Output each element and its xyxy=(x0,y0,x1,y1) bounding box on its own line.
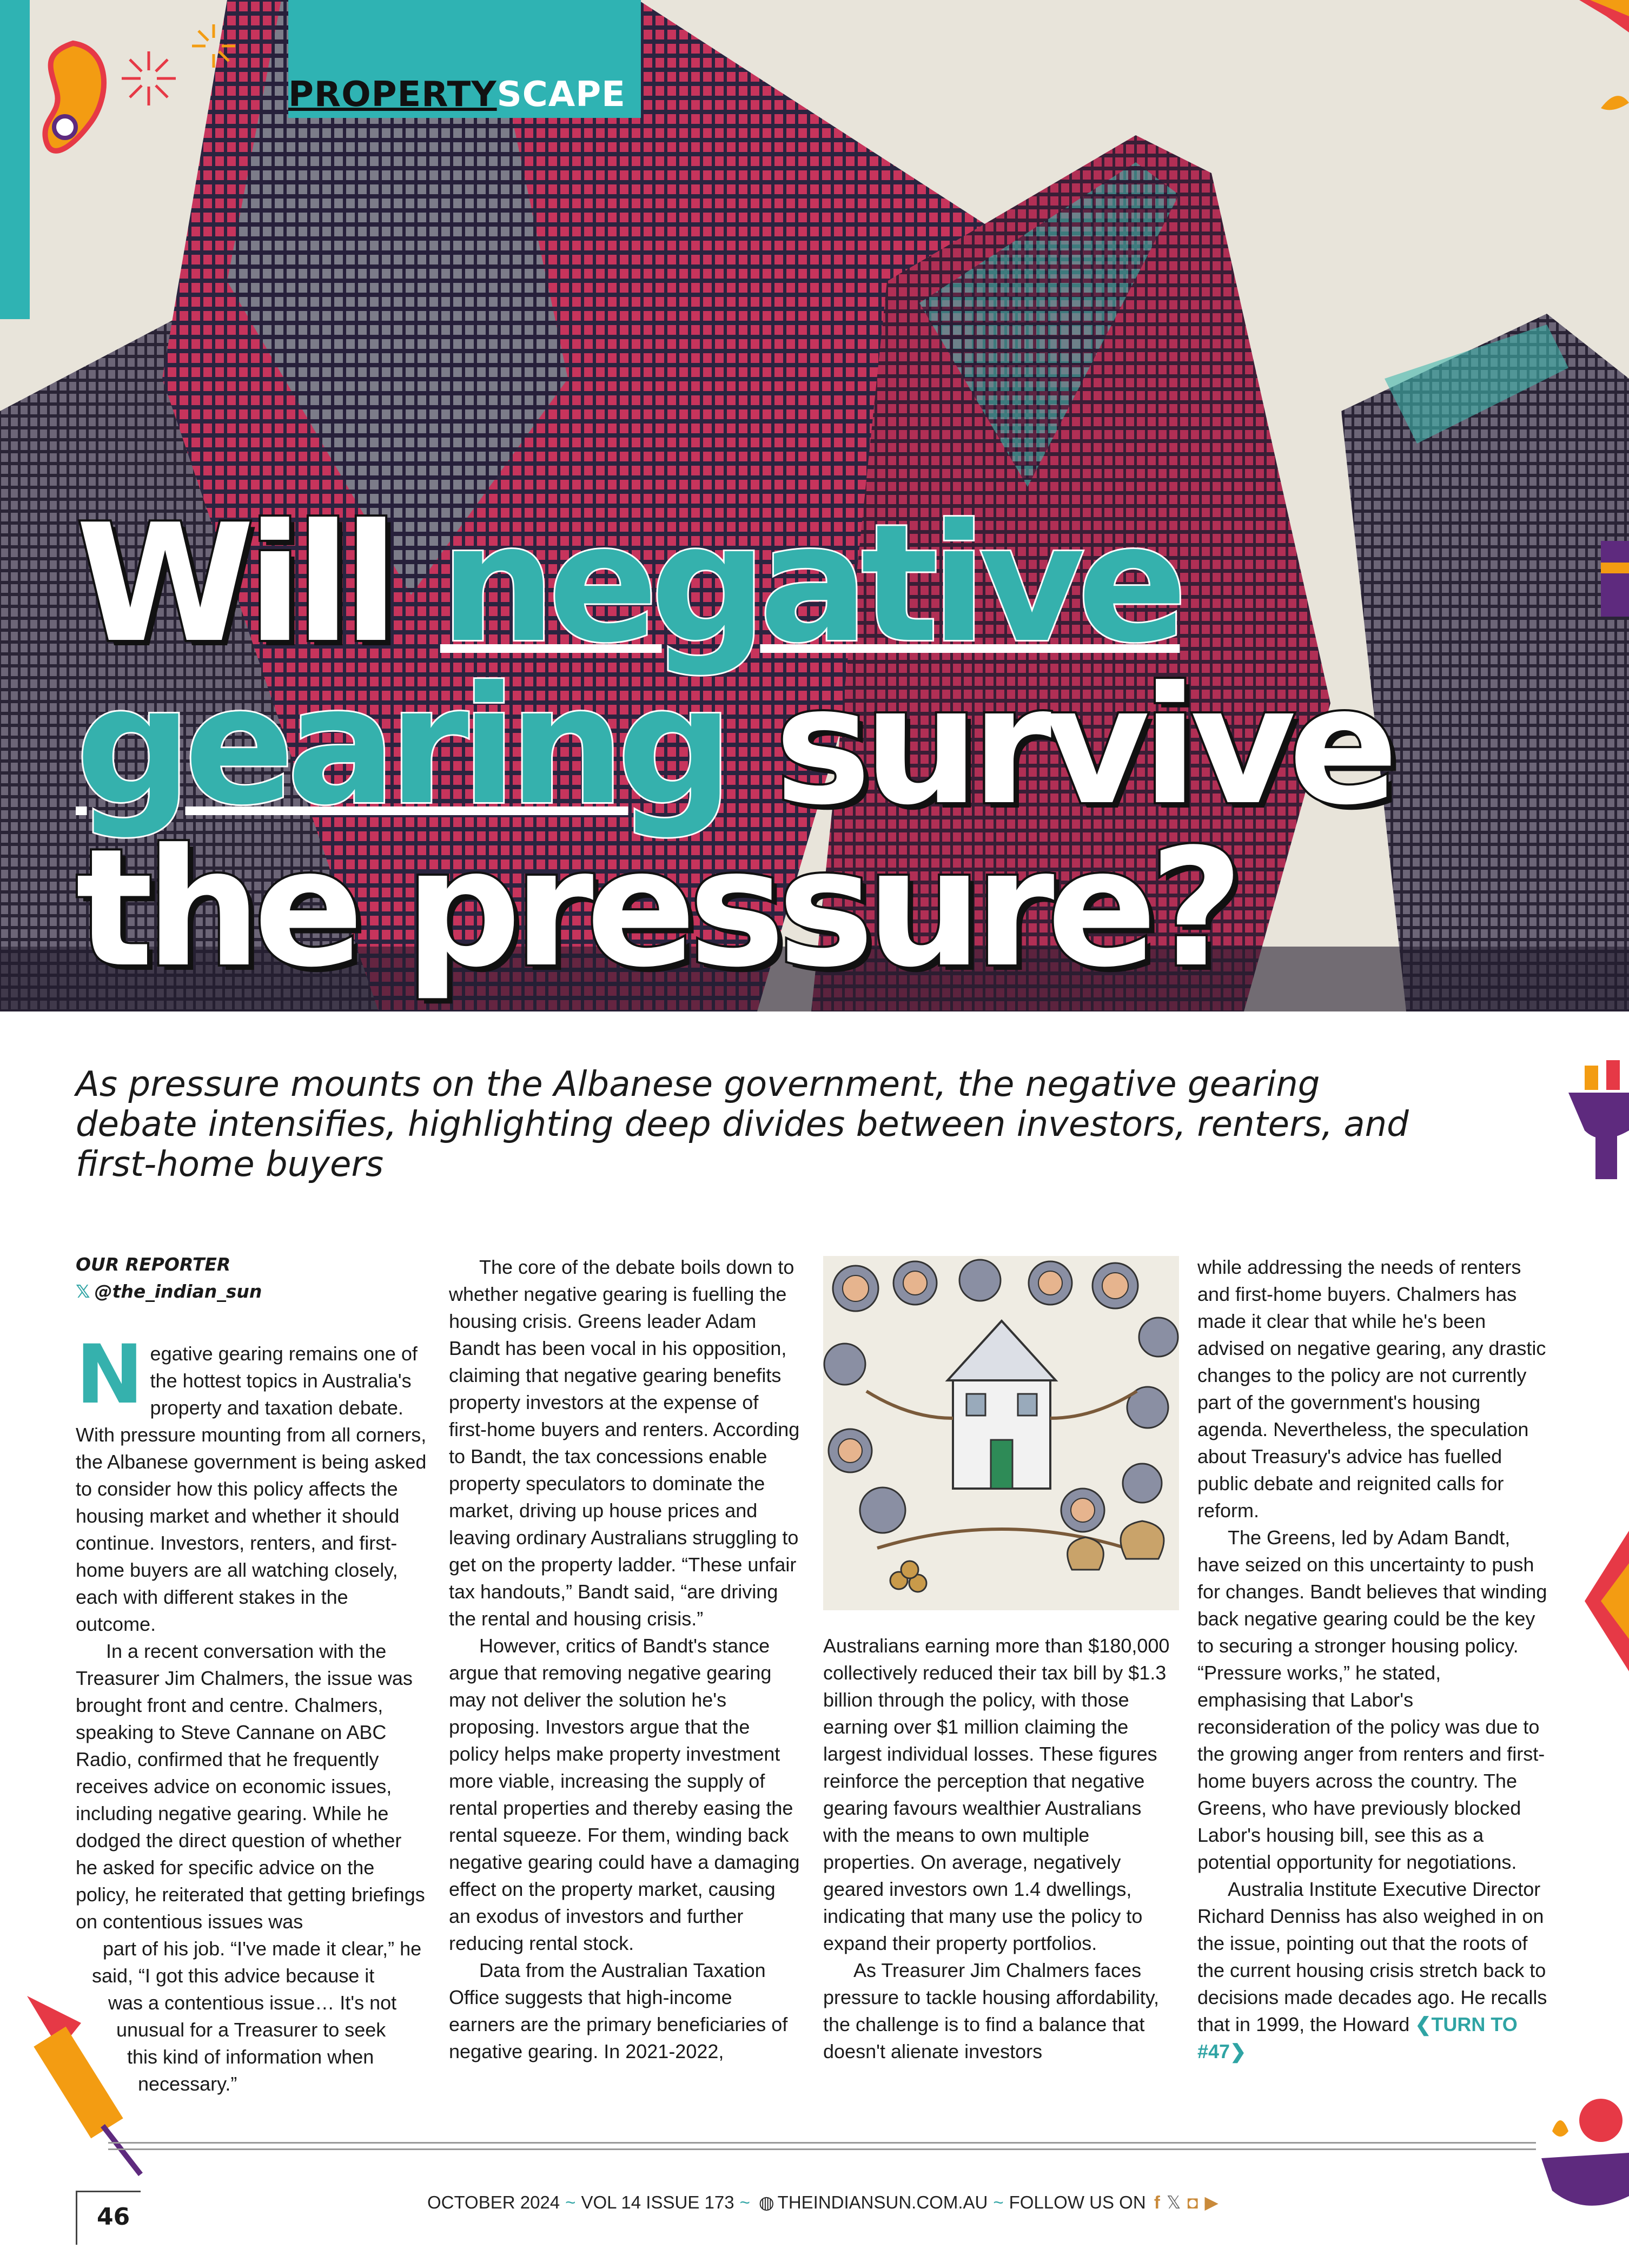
section-label-part1: PROPERTY xyxy=(288,75,497,115)
handle-text: @the_indian_sun xyxy=(94,1281,262,1302)
left-accent-bar xyxy=(0,0,30,319)
youtube-icon[interactable]: ▶ xyxy=(1204,2192,1219,2212)
footer-info: OCTOBER 2024 ~ VOL 14 ISSUE 173 ~ ◍ THEINDIANSUN.COM.AU ~ FOLLOW US ON f 𝕏 ◘ ▶ xyxy=(427,2192,1219,2212)
x-icon: 𝕏 xyxy=(76,1281,90,1302)
paragraph: In a recent conversation with the Treasurer Jim Chalmers, the issue was brought front and centre. Chalmers, speaking to Steve Cannane on ABC Radio, confirmed that he frequently receives advice on economic issues, including negative gearing. While he dodged the direct question of whether he asked for specific advice on the policy, he reiterated that getting briefings on contentious issues was xyxy=(76,1640,425,1933)
footer-rule-2 xyxy=(108,2148,1536,2150)
headline-line-2 xyxy=(76,652,1536,841)
lantern-icon xyxy=(1595,530,1629,627)
headline-line-1 xyxy=(76,490,1536,678)
paragraph: Negative gearing remains one of the hottest topics in Australia's property and taxation debate. With pressure mounting from all corners, the Albanese government is being asked to consider how this policy affects the housing market and whether it should continue. Investors, renters, and first-home buyers are all watching closely, each with different stakes in the outcome. xyxy=(76,1328,427,1635)
byline-handle[interactable] xyxy=(76,1281,262,1302)
firework-icon-small xyxy=(189,22,238,70)
section-label-part2: SCAPE xyxy=(496,75,626,115)
article-column-2 xyxy=(449,1254,800,2065)
diya-lamp-icon-2 xyxy=(1531,2088,1629,2218)
footer-site[interactable]: THEINDIANSUN.COM.AU xyxy=(777,2192,988,2212)
section-label xyxy=(288,75,626,115)
paragraph: while addressing the needs of renters and first-home buyers. Chalmers has made it clear that while he's been advised on negative gearing, any drastic changes to the policy are not currently part of the government's housing agenda. Nevertheless, the speculation about Treasury's advice has fuelled public debate and reignited calls for reform. xyxy=(1197,1256,1546,1522)
headline-words-the-pressure: the pressure? xyxy=(76,814,1236,1003)
lantern-icon-2 xyxy=(1585,1531,1629,1671)
footer-rule xyxy=(108,2142,1536,2144)
article-column-4 xyxy=(1197,1254,1549,2065)
standfirst: As pressure mounts on the Albanese government, the negative gearing debate intensifies, highlighting deep divides between investors, renters, and first-home buyers xyxy=(76,1064,1409,1185)
headline-word-will: Will xyxy=(76,490,440,678)
rangoli-corner-icon xyxy=(1568,0,1629,173)
turn-to-link[interactable]: ❮TURN TO #47❯ xyxy=(1197,2013,1518,2062)
byline-reporter: OUR REPORTER xyxy=(76,1254,231,1275)
paragraph-tail: part of his job. “I've made it clear,” he said, “I got this advice because it was a contentious issue… It's not unusual for a Treasurer to seek this kind of information when necessary.” xyxy=(92,1938,422,2095)
paragraph: As Treasurer Jim Chalmers faces pressure to tackle housing affordability, the challenge is to find a balance that doesn't alienate investors xyxy=(823,1959,1160,2062)
cartoon-illustration xyxy=(823,1256,1179,1610)
headline-word-survive: survive xyxy=(774,652,1391,841)
facebook-icon[interactable]: f xyxy=(1154,2192,1160,2212)
article-column-1 xyxy=(76,1328,427,2098)
paragraph: Australia Institute Executive Director Richard Denniss has also weighed in on the issue, pointing out that the roots of the current housing crisis stretch back to decisions made decades ago. He recalls that in 1999, the Howard ❮TURN TO #47❯ xyxy=(1197,1878,1547,2062)
paragraph: Australians earning more than $180,000 collectively reduced their tax bill by $1.3 billion through the policy, with those earning over $1 million claiming the largest individual losses. These figures reinforce the perception that negative gearing favours wealthier Australians with the means to own multiple properties. On average, negatively geared investors own 1.4 dwellings, indicating that many use the policy to expand their property portfolios. xyxy=(823,1635,1170,1954)
article-column-3 xyxy=(823,1632,1175,2065)
firework-icon xyxy=(119,49,178,108)
headline-word-negative: negative xyxy=(440,490,1180,678)
diya-lamp-icon xyxy=(1563,1055,1629,1217)
instagram-icon[interactable]: ◘ xyxy=(1187,2192,1198,2212)
paragraph: The core of the debate boils down to whether negative gearing is fuelling the housing crisis. Greens leader Adam Bandt has been vocal in his opposition, claiming that negative gearing benefits property investors at the expense of first-home buyers and renters. According to Bandt, the tax concessions enable property speculators to dominate the market, driving up house prices and leaving ordinary Australians struggling to get on the property ladder. “These unfair tax handouts,” Bandt said, “are driving the rental and housing crisis.” xyxy=(449,1256,800,1630)
footer-follow: FOLLOW US ON xyxy=(1009,2192,1146,2212)
paragraph: However, critics of Bandt's stance argue that removing negative gearing may not deliver the solution he's proposing. Investors argue that the policy helps make property investment more viable, increasing the supply of rental properties and thereby easing the rental squeeze. For them, winding back negative gearing could have a damaging effect on the property market, causing an exodus of investors and further reducing rental stock. xyxy=(449,1635,800,1954)
footer-date: OCTOBER 2024 xyxy=(427,2192,560,2212)
x-icon[interactable]: 𝕏 xyxy=(1166,2192,1181,2212)
paragraph: The Greens, led by Adam Bandt, have seized on this uncertainty to push for changes. Bandt believes that winding back negative gearing could be the key to securing a stronger housing policy. “Pressure works,” he stated, emphasising that Labor's reconsideration of the policy was due to the growing anger from renters and first-home buyers across the country. The Greens, who have previously blocked Labor's housing bill, see this as a potential opportunity for negotiations. xyxy=(1197,1526,1547,1873)
headline-word-gearing: gearing xyxy=(76,652,726,841)
headline xyxy=(76,490,1536,1003)
house-tug-of-war-cartoon xyxy=(823,1256,1179,1610)
globe-icon: ◍ xyxy=(758,2192,774,2212)
paisley-icon xyxy=(30,32,116,168)
footer-issue: VOL 14 ISSUE 173 xyxy=(581,2192,734,2212)
page-number: 46 xyxy=(76,2191,141,2245)
drop-cap: N xyxy=(76,1328,144,1422)
paragraph: Data from the Australian Taxation Office suggests that high-income earners are the primary beneficiaries of negative gearing. In 2021-2022, xyxy=(449,1959,788,2062)
headline-line-3 xyxy=(76,814,1536,1003)
